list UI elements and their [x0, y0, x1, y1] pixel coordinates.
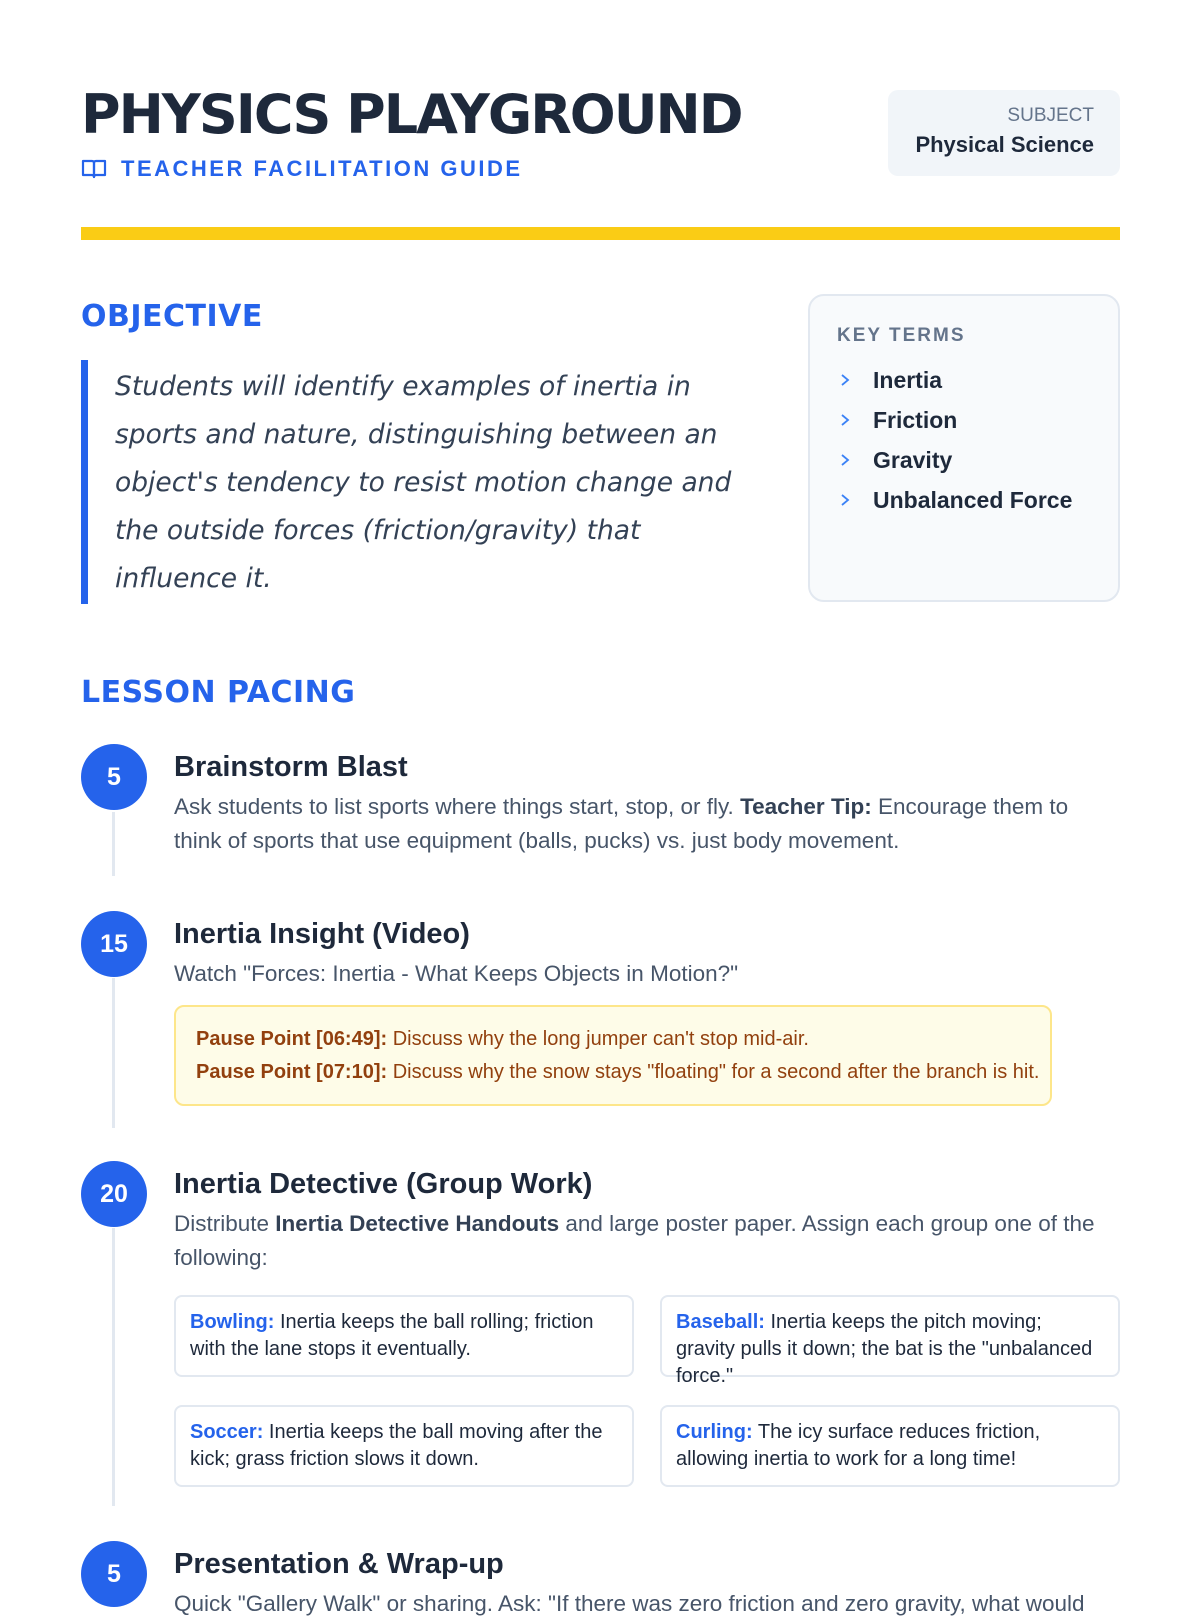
timeline-connector: [112, 1228, 115, 1506]
pause-point: [196, 1023, 1050, 1056]
step-duration-badge: 5: [81, 744, 147, 810]
step-title: Presentation & Wrap-up: [174, 1548, 504, 1580]
sport-example-card: [660, 1295, 1120, 1387]
lesson-guide-page: [81, 0, 1120, 1616]
page-title: PHYSICS PLAYGROUND: [81, 83, 742, 146]
step-desc-text: Encourage them to think of sports that use equipment (balls, pucks) vs. just body movement.: [174, 794, 1069, 853]
book-open-icon: [81, 159, 107, 179]
step-title: Inertia Insight (Video): [174, 918, 470, 950]
objective-text: Students will identify examples of inertia in sports and nature, distinguishing between an object's tendency to resist motion change and the outside forces (friction/gravity) that influence it.: [81, 360, 741, 604]
step-title: Brainstorm Blast: [174, 751, 408, 783]
key-term-label: Friction: [873, 406, 958, 433]
subject-badge: [888, 90, 1120, 176]
objective-heading: OBJECTIVE: [81, 299, 263, 334]
step-desc-text: Distribute: [174, 1211, 276, 1236]
subject-label: SUBJECT: [1007, 105, 1094, 126]
key-term-label: Unbalanced Force: [873, 486, 1073, 513]
pause-points-callout: [174, 1005, 1052, 1106]
sport-name: Curling:: [676, 1421, 753, 1443]
chevron-right-icon: [840, 413, 850, 427]
handout-label: Inertia Detective Handouts: [275, 1211, 560, 1236]
pause-point-label: Pause Point [06:49]:: [196, 1028, 388, 1050]
step-description: [174, 1207, 1120, 1275]
step-duration-badge: 20: [81, 1161, 147, 1227]
step-description: Watch "Forces: Inertia - What Keeps Objects in Motion?": [174, 961, 739, 986]
subtitle-row: [81, 154, 523, 184]
page-subtitle: TEACHER FACILITATION GUIDE: [121, 156, 523, 181]
step-desc-text: Ask students to list sports where things start, stop, or fly.: [174, 794, 741, 819]
sport-explanation: Inertia keeps the ball rolling; friction with the lane stops it eventually.: [190, 1311, 594, 1360]
lesson-pacing-heading: LESSON PACING: [81, 675, 356, 710]
pause-point: [196, 1056, 1050, 1089]
chevron-right-icon: [840, 493, 850, 507]
sport-name: Bowling:: [190, 1311, 275, 1333]
chevron-right-icon: [840, 373, 850, 387]
sport-example-card: [174, 1405, 634, 1487]
step-description: [174, 790, 1120, 858]
key-term-label: Inertia: [873, 366, 943, 393]
pause-point-text: Discuss why the snow stays "floating" for a second after the branch is hit.: [387, 1061, 1040, 1083]
page-header: [81, 84, 1120, 184]
sport-explanation: The icy surface reduces friction, allowing inertia to work for a long time!: [676, 1421, 1041, 1470]
step-description: Quick "Gallery Walk" or sharing. Ask: "If there was zero friction and zero gravity, what would: [174, 1591, 1085, 1616]
key-term-item: [837, 400, 1118, 440]
key-terms-label: KEY TERMS: [837, 325, 966, 346]
key-term-item: [837, 480, 1118, 520]
subject-value: Physical Science: [915, 132, 1094, 157]
sport-name: Soccer:: [190, 1421, 264, 1443]
sport-explanation: Inertia keeps the ball moving after the kick; grass friction slows it down.: [190, 1421, 603, 1470]
step-desc-text: and large poster paper. Assign each group one of the following:: [174, 1211, 1095, 1270]
teacher-tip-label: Teacher Tip:: [740, 794, 872, 819]
sport-example-card: [660, 1405, 1120, 1487]
pause-point-text: Discuss why the long jumper can't stop mid-air.: [387, 1028, 809, 1050]
step-title: Inertia Detective (Group Work): [174, 1168, 593, 1200]
step-duration-badge: 15: [81, 911, 147, 977]
sport-example-card: [174, 1295, 634, 1377]
step-duration-badge: 5: [81, 1541, 147, 1607]
key-terms-panel: [808, 294, 1120, 602]
timeline-connector: [112, 978, 115, 1128]
header-divider: [81, 227, 1120, 240]
pause-point-label: Pause Point [07:10]:: [196, 1061, 388, 1083]
key-term-label: Gravity: [873, 446, 953, 473]
sport-name: Baseball:: [676, 1311, 765, 1333]
timeline-connector: [112, 812, 115, 876]
chevron-right-icon: [840, 453, 850, 467]
key-term-item: [837, 360, 1118, 400]
key-term-item: [837, 440, 1118, 480]
sport-explanation: Inertia keeps the pitch moving; gravity pulls it down; the bat is the "unbalanced force.": [676, 1311, 1093, 1387]
